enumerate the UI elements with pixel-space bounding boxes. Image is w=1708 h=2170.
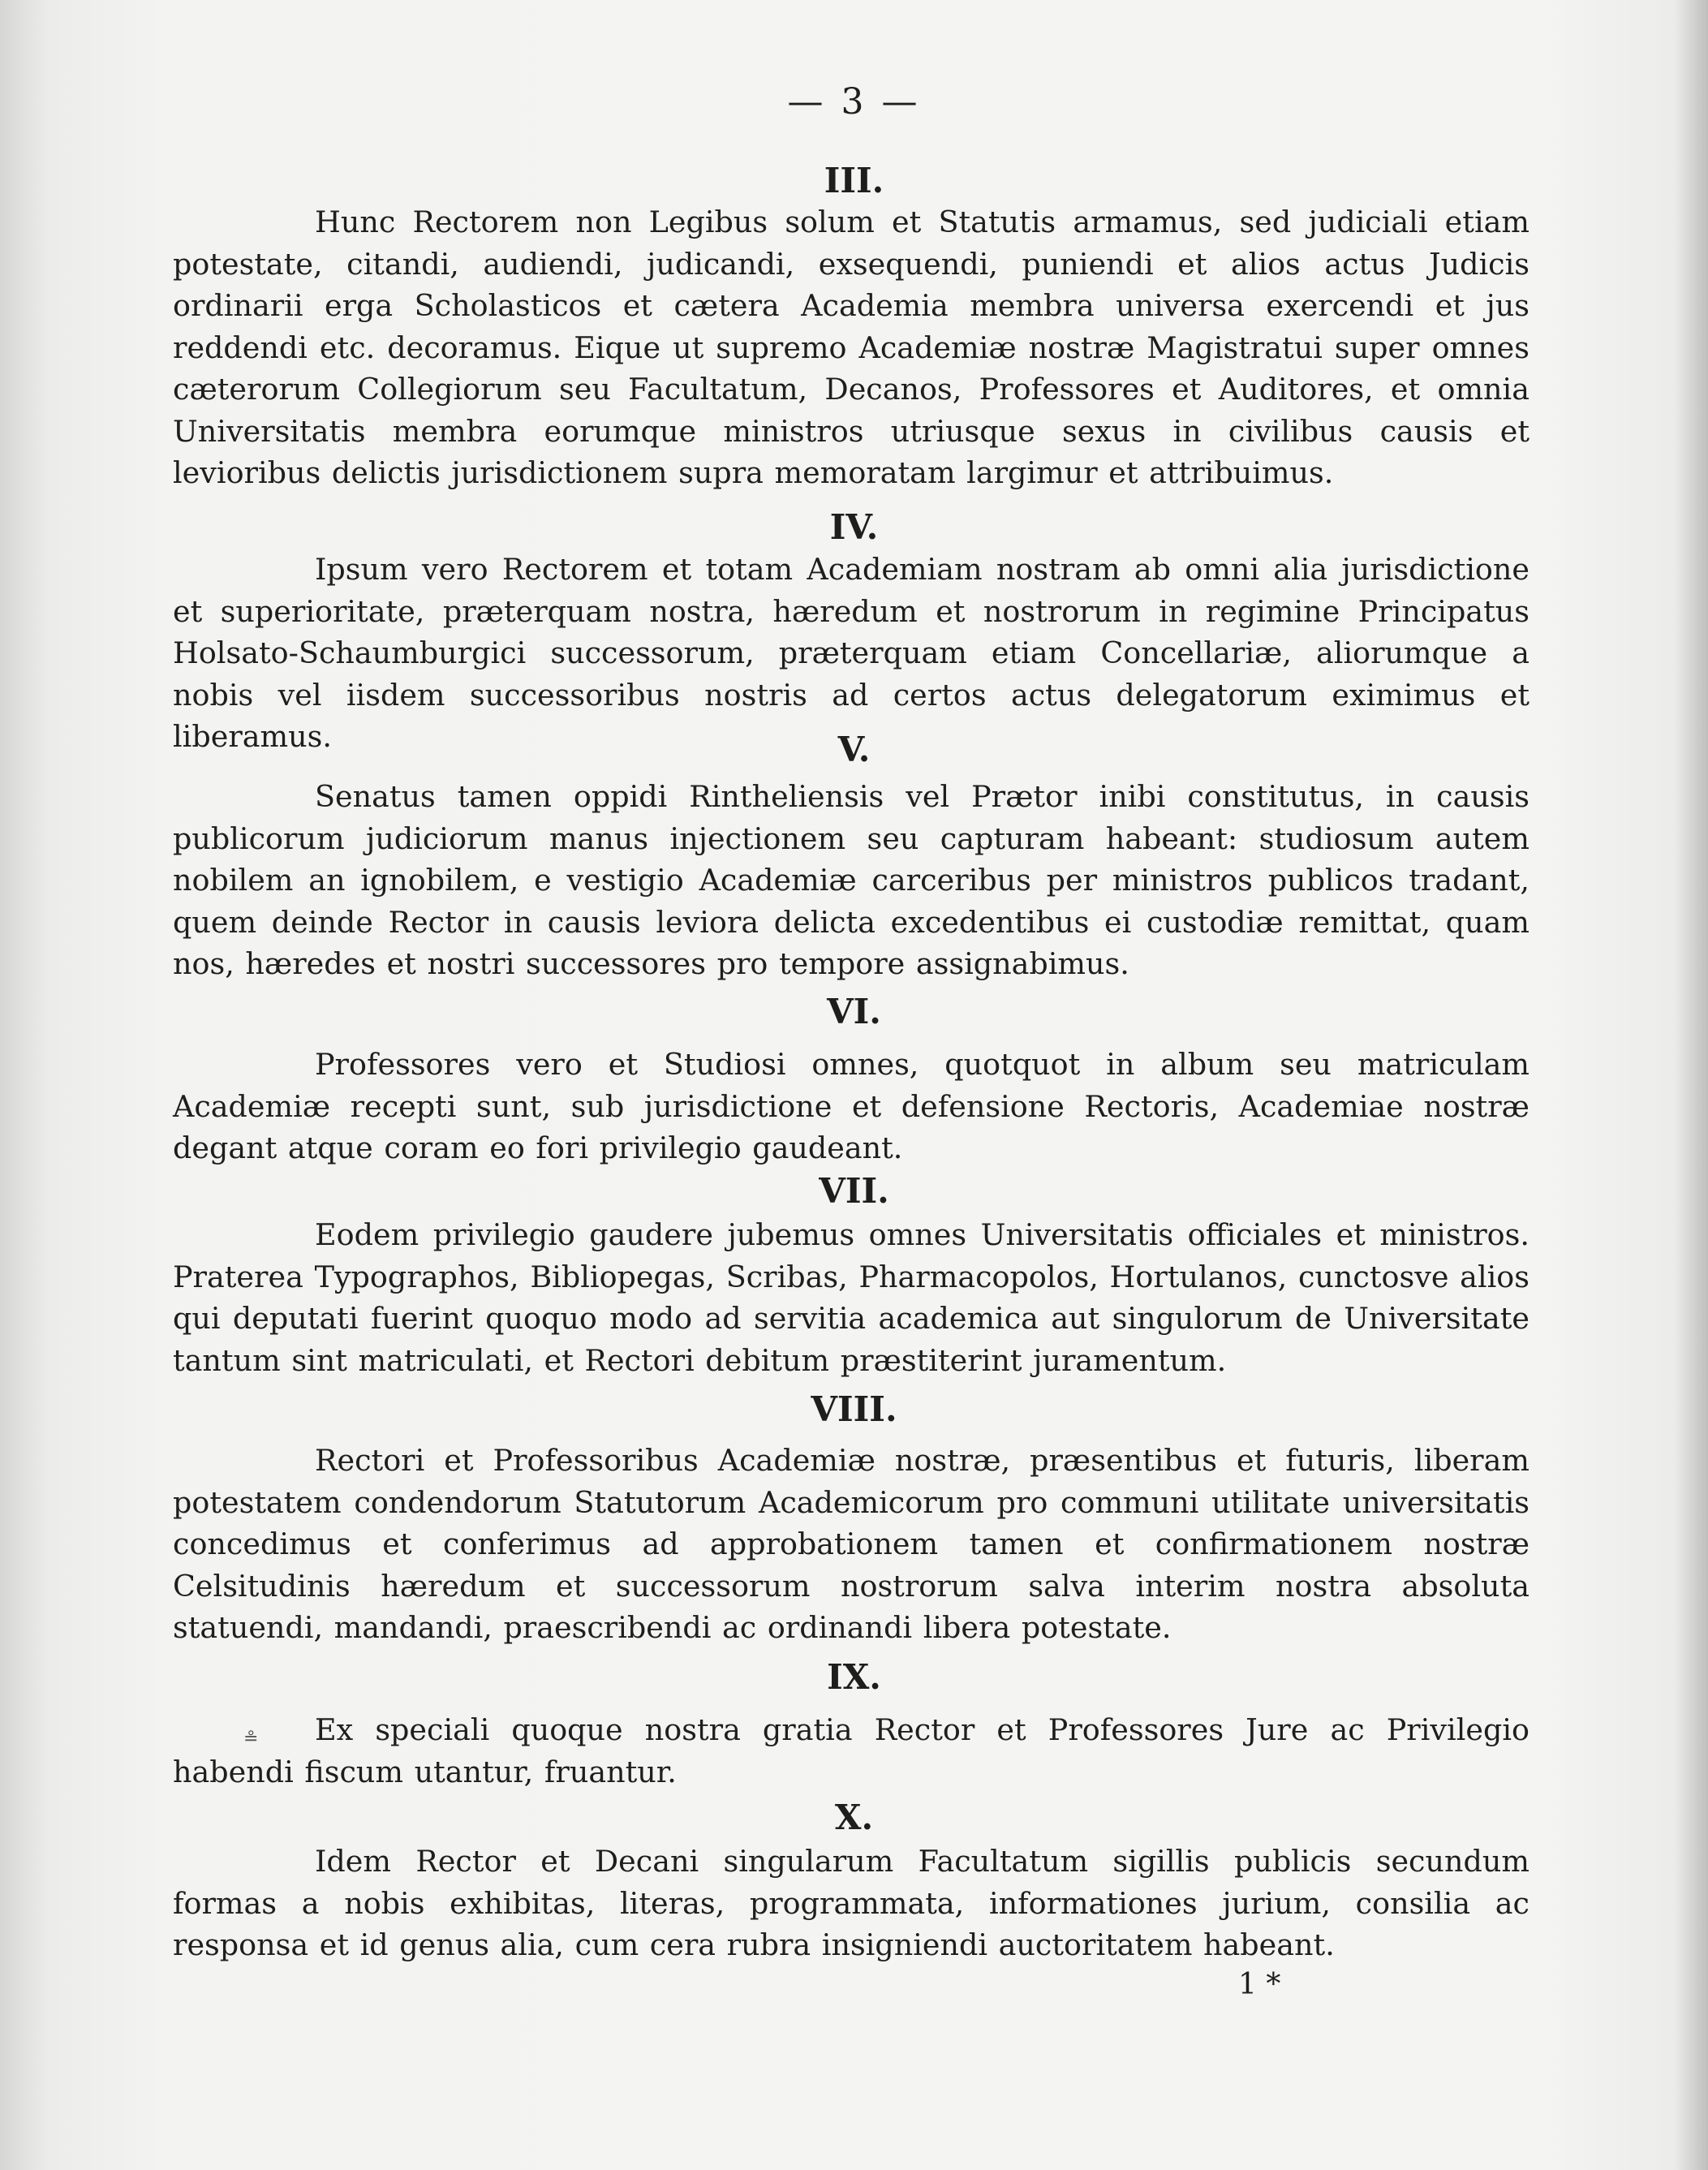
section-paragraph-vi: Professores vero et Studiosi omnes, quotquot in album seu matriculam Academiæ recepti sunt, sub jurisdictione et defensione Rectoris, Academiae nostræ degant atque coram eo fori privilegio gaudeant. — [173, 1047, 1529, 1165]
page-edge-shadow — [1676, 0, 1708, 2170]
page-number: — 3 — — [787, 81, 921, 123]
section-paragraph-viii: Rectori et Professoribus Academiæ nostræ, præsentibus et futuris, liberam potestatem condendorum Statutorum Academicorum pro communi utilitate universitatis concedimus et conferimus ad approbationem tamen et confirmationem nostræ Celsitudinis hæredum et successorum nostrorum salva interim nostra absoluta statuendi, mandandi, praescribendi ac ordinandi libera potestate. — [173, 1443, 1529, 1645]
section-heading-v: V. — [837, 730, 871, 769]
section-heading-vi: VI. — [827, 992, 881, 1031]
signature-mark: 1 * — [1238, 1968, 1281, 2001]
section-paragraph-iii: Hunc Rectorem non Legibus solum et Statutis armamus, sed judiciali etiam potestate, citandi, audiendi, judicandi, exsequendi, puniendi et alios actus Judicis ordinarii erga Scholasticos et cætera Academia membra universa exercendi et jus reddendi etc. decoramus. Eique ut supremo Academiæ nostræ Magistratui super omnes cæterorum Collegiorum seu Facultatum, Decanos, Professores et Auditores, et omnia Universitatis membra eorumque ministros utriusque sexus in civilibus causis et levioribus delictis jurisdictionem supra memoratam largimur et attribuimus. — [173, 205, 1529, 490]
section-paragraph-ix: Ex speciali quoque nostra gratia Rector et Professores Jure ac Privilegio habendi fiscum utantur, fruantur. — [173, 1712, 1529, 1789]
section-paragraph-x: Idem Rector et Decani singularum Facultatum sigillis publicis secundum formas a nobis exhibitas, literas, programmata, informationes jurium, consilia ac responsa et id genus alia, cum cera rubra insigniendi auctoritatem habeant. — [173, 1844, 1529, 1962]
margin-mark: ≗ — [243, 1729, 259, 1749]
section-heading-x: X. — [834, 1798, 874, 1837]
section-heading-vii: VII. — [819, 1171, 889, 1211]
section-heading-viii: VIII. — [811, 1389, 897, 1429]
section-paragraph-v: Senatus tamen oppidi Rintheliensis vel Prætor inibi constitutus, in causis publicorum judiciorum manus injectionem seu capturam habeant: studiosum autem nobilem an ignobilem, e vestigio Academiæ carceribus per ministros publicos tradant, quem deinde Rector in causis leviora delicta excedentibus ei custodiæ remittat, quam nos, hæredes et nostri successores pro tempore assignabimus. — [173, 779, 1529, 981]
section-heading-iv: IV. — [829, 507, 879, 547]
section-paragraph-vii: Eodem privilegio gaudere jubemus omnes Universitatis officiales et ministros. Praterea Typographos, Bibliopegas, Scribas, Pharmacopolos, Hortulanos, cunctosve alios qui deputati fuerint quoquo modo ad servitia academica aut singulorum de Universitate tantum sint matriculati, et Rectori debitum præstiterint juramentum. — [173, 1217, 1529, 1378]
section-heading-ix: IX. — [827, 1657, 881, 1697]
section-paragraph-iv: Ipsum vero Rectorem et totam Academiam nostram ab omni alia jurisdictione et superioritate, præterquam nostra, hæredum et nostrorum in regimine Principatus Holsato-Schaumburgici successorum, præterquam etiam Concellariæ, aliorumque a nobis vel iisdem successoribus nostris ad certos actus delegatorum eximimus et liberamus. — [173, 552, 1529, 754]
section-heading-iii: III. — [824, 161, 884, 200]
